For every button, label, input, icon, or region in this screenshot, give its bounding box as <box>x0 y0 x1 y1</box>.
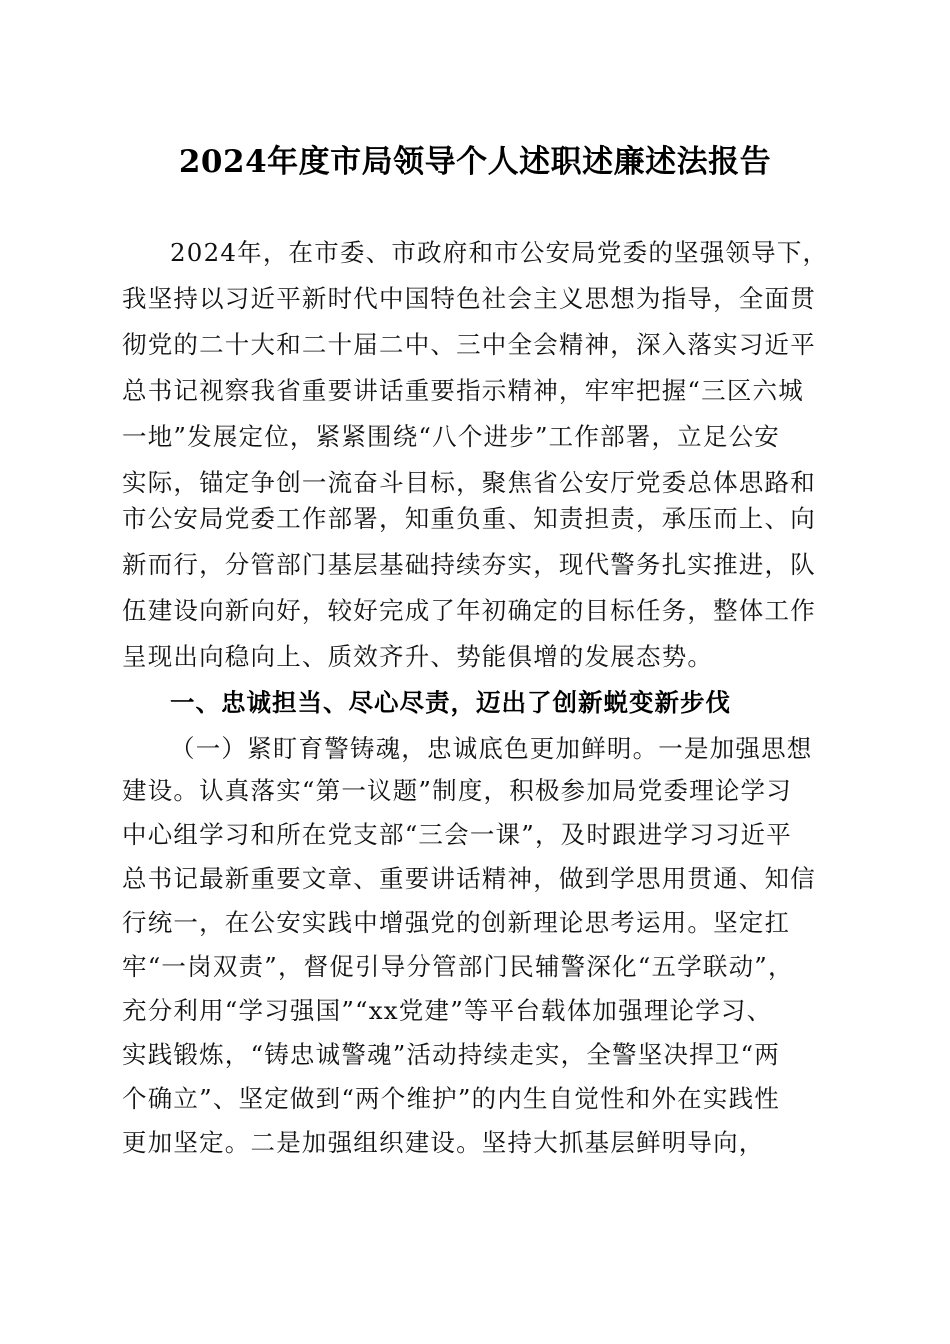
paragraph-line: 伍建设向新向好，较好完成了年初确定的目标任务，整体工作 <box>122 596 816 625</box>
document-title: 2024年度市局领导个人述职述廉述法报告 <box>178 144 772 180</box>
paragraph-line: 中心组学习和所在党支部“三会一课”，及时跟进学习习近平 <box>122 820 792 849</box>
paragraph-line: （一）紧盯育警铸魂，忠诚底色更加鲜明。一是加强思想 <box>170 734 813 763</box>
paragraph-line: 牢“一岗双责”，督促引导分管部门民辅警深化“五学联动”， <box>122 952 794 981</box>
paragraph-line: 2024年，在市委、市政府和市公安局党委的坚强领导下， <box>170 238 829 267</box>
paragraph-line: 实践锻炼，“铸忠诚警魂”活动持续走实，全警坚决捍卫“两 <box>122 1040 780 1069</box>
paragraph-line: 实际，锚定争创一流奋斗目标，聚焦省公安厅党委总体思路和 <box>122 468 816 497</box>
paragraph-line: 建设。认真落实“第一议题”制度，积极参加局党委理论学习 <box>122 776 792 805</box>
paragraph-line: 彻党的二十大和二十届二中、三中全会精神，深入落实习近平 <box>122 330 816 359</box>
paragraph-line: 呈现出向稳向上、质效齐升、势能俱增的发展态势。 <box>122 642 714 671</box>
paragraph-line: 个确立”、坚定做到“两个维护”的内生自觉性和外在实践性 <box>122 1084 780 1113</box>
paragraph-line: 总书记视察我省重要讲话重要指示精神，牢牢把握“三区六城 <box>122 376 804 405</box>
paragraph-line: 市公安局党委工作部署，知重负重、知责担责，承压而上、向 <box>122 504 816 533</box>
paragraph-line: 我坚持以习近平新时代中国特色社会主义思想为指导，全面贯 <box>122 284 816 313</box>
paragraph-line: 一地”发展定位，紧紧围绕“八个进步”工作部署，立足公安 <box>122 422 780 451</box>
section-heading: 一、忠诚担当、尽心尽责，迈出了创新蜕变新步伐 <box>170 688 731 717</box>
paragraph-line: 更加坚定。二是加强组织建设。坚持大抓基层鲜明导向， <box>122 1128 765 1157</box>
paragraph-line: 新而行，分管部门基层基础持续夯实，现代警务扎实推进，队 <box>122 550 816 579</box>
paragraph-line: 行统一，在公安实践中增强党的创新理论思考运用。坚定扛 <box>122 908 791 937</box>
paragraph-line: 总书记最新重要文章、重要讲话精神，做到学思用贯通、知信 <box>122 864 816 893</box>
paragraph-line: 充分利用“学习强国”“xx党建”等平台载体加强理论学习、 <box>122 996 773 1025</box>
